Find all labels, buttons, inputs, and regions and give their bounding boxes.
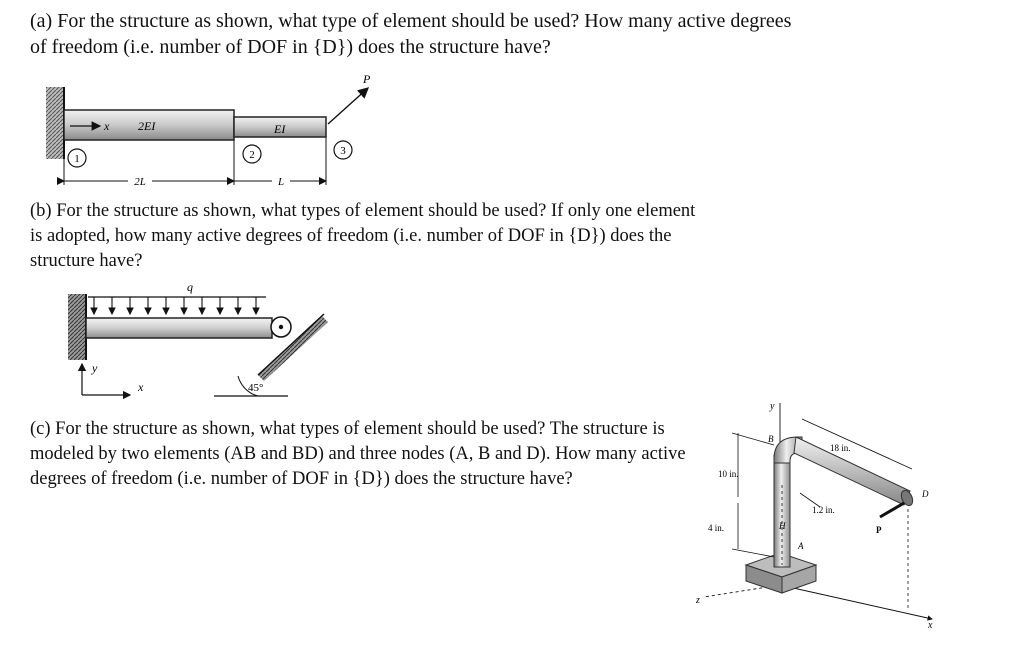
x-axis-label-c: x xyxy=(928,620,933,630)
fixed-wall-b xyxy=(68,294,86,360)
dim-label-2l: 2L xyxy=(134,176,146,188)
y-axis-label-b: y xyxy=(92,361,98,375)
svg-text:1: 1 xyxy=(74,153,80,165)
roller-support xyxy=(271,317,291,337)
node-1 xyxy=(68,149,86,167)
load-p-label: P xyxy=(363,72,370,86)
beam-b xyxy=(86,318,272,338)
dim-4in: 4 in. xyxy=(708,523,725,533)
load-p-arrow xyxy=(328,88,368,124)
figure-c-bent-pipe-3d xyxy=(690,385,950,630)
y-axis-label-c: y xyxy=(770,401,775,412)
node-2 xyxy=(243,145,261,163)
load-p-c xyxy=(880,503,904,517)
load-q-label: q xyxy=(187,280,193,294)
stiffness-label-ei: EI xyxy=(274,122,286,136)
dim-18in: 18 in. xyxy=(830,443,851,453)
dim-10in: 10 in. xyxy=(718,469,739,479)
figure-a-stepped-beam xyxy=(40,70,370,195)
z-axis-label-c: z xyxy=(696,595,700,606)
dim-1-2in: 1.2 in. xyxy=(812,505,835,515)
fixed-wall xyxy=(46,87,64,159)
x-axis-label-b: x xyxy=(138,380,144,394)
node-3 xyxy=(334,141,352,159)
pipe-horizontal-bd xyxy=(794,437,910,505)
point-b: B xyxy=(768,434,774,444)
axes-b xyxy=(82,364,130,395)
figure-b-beam-inclined-support xyxy=(62,280,337,402)
x-axis-label: x xyxy=(104,119,110,133)
point-a: A xyxy=(798,541,804,551)
svg-text:2: 2 xyxy=(249,149,255,161)
distributed-load-arrows xyxy=(94,297,256,314)
dim-label-l: L xyxy=(277,176,285,188)
point-h: H xyxy=(779,521,786,531)
load-p-label-c: P xyxy=(876,525,882,535)
question-a-text: (a) For the structure as shown, what type of element should be used? How many active degrees of freedom (i.e. number of DOF in {D}) does the structure have? xyxy=(30,10,792,58)
angle-label: 45° xyxy=(248,382,264,394)
question-c-text: (c) For the structure as shown, what types of element should be used? The structure is modeled by two elements (AB and BD) and three nodes (A, B and D). How many active degrees of freedom (i.e. number of DOF in {D}) does the structure have? xyxy=(30,419,686,489)
question-b-text: (b) For the structure as shown, what types of element should be used? If only one element is adopted, how many active degrees of freedom (i.e. number of DOF in {D}) does the structure have? xyxy=(30,201,696,271)
point-d: D xyxy=(922,489,929,499)
svg-text:3: 3 xyxy=(340,145,346,157)
stiffness-label-2ei: 2EI xyxy=(138,119,156,133)
